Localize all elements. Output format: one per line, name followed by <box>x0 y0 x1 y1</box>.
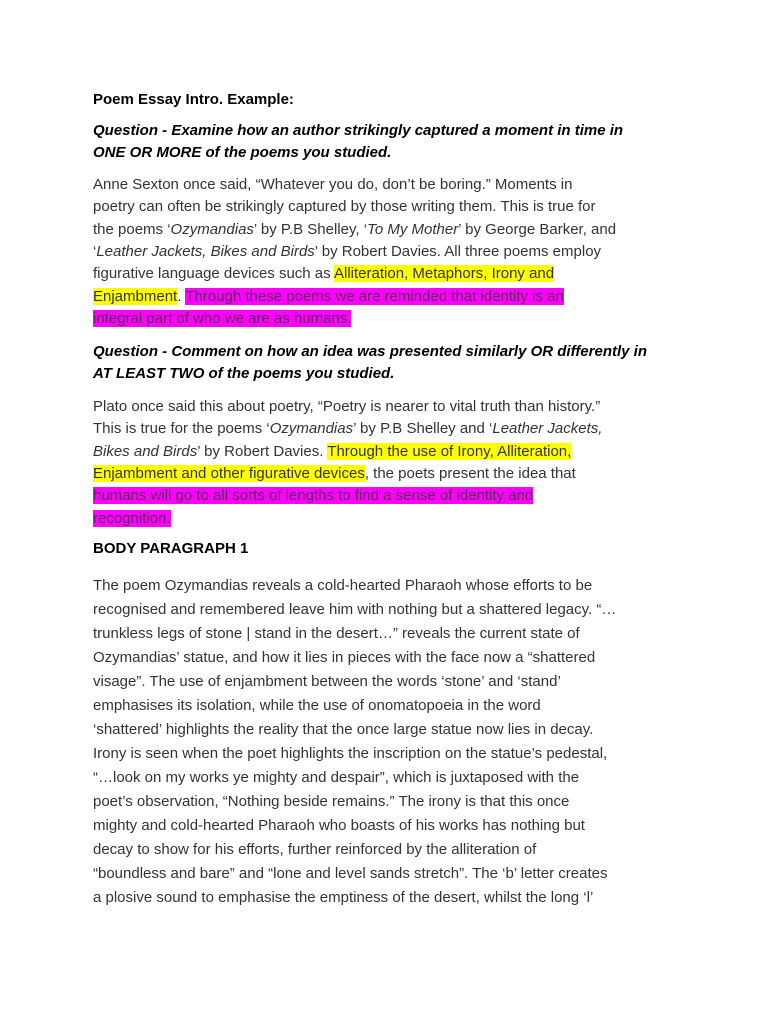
italic-title: To My Mother <box>367 220 459 238</box>
body-line: emphasises its isolation, while the use of onomatopoeia in the word <box>93 697 541 714</box>
text-segment: figurative language devices such as <box>93 265 334 283</box>
question-1-line: Question - Examine how an author strikingly captured a moment in time in <box>93 122 624 139</box>
italic-title: Leather Jackets, Bikes and Birds <box>96 242 315 260</box>
document-title: Poem Essay Intro. Example: <box>93 91 294 108</box>
text-segment: , the poets present the idea that <box>364 464 576 482</box>
text-segment: ’ by Robert Davies. All three poems employ <box>314 242 602 260</box>
body-line: recognised and remembered leave him with nothing but a shattered legacy. “… <box>93 601 617 618</box>
body-line: trunkless legs of stone | stand in the desert…” reveals the current state of <box>93 625 580 642</box>
text-segment: poetry can often be strikingly captured by those writing them. This is true for <box>93 198 596 216</box>
text-segment: Anne Sexton once said, “Whatever you do, don’t be boring.” Moments in <box>93 176 573 193</box>
paragraph-line <box>93 442 571 462</box>
yellow-highlight: Enjambment and other figurative devices <box>93 464 365 482</box>
text-segment: ‘ <box>93 242 97 260</box>
paragraph-line <box>93 220 616 240</box>
text-segment: the poems ‘ <box>93 220 171 238</box>
yellow-highlight: Enjambment <box>93 287 178 305</box>
italic-title: Bikes and Birds <box>93 442 198 460</box>
text-segment: ’ by P.B Shelley and ‘ <box>353 420 493 438</box>
text-segment: . <box>177 287 186 305</box>
paragraph-line <box>93 309 351 329</box>
body-line: “…look on my works ye mighty and despair”, which is juxtaposed with the <box>93 769 580 786</box>
body-line: ‘shattered’ highlights the reality that the once large statue now lies in decay. <box>93 721 594 738</box>
paragraph-line <box>93 175 572 195</box>
italic-title: Ozymandias <box>170 220 254 238</box>
yellow-highlight: Alliteration, Metaphors, Irony and <box>334 265 555 283</box>
body-line: The poem Ozymandias reveals a cold-hearted Pharaoh whose efforts to be <box>93 577 593 594</box>
question-2-line: Question - Comment on how an idea was presented similarly OR differently in <box>93 343 647 360</box>
paragraph-line <box>93 287 564 307</box>
body-line: Irony is seen when the poet highlights the inscription on the statue’s pedestal, <box>93 745 608 762</box>
body-line: “boundless and bare” and “lone and level sands stretch”. The ‘b’ letter creates <box>93 865 608 882</box>
magenta-highlight: recognition. <box>93 509 171 527</box>
italic-title: Leather Jackets, <box>492 420 603 438</box>
text-segment: This is true for the poems ‘ <box>93 420 270 438</box>
magenta-highlight: humans will go to all sorts of lengths to find a sense of identity and <box>93 487 534 505</box>
body-line: mighty and cold-hearted Pharaoh who boasts of his works has nothing but <box>93 817 585 834</box>
text-segment: ’ by P.B Shelley, ‘ <box>253 220 368 238</box>
body-heading: BODY PARAGRAPH 1 <box>93 540 249 557</box>
paragraph-line <box>93 242 601 262</box>
body-line: visage”. The use of enjambment between the words ‘stone’ and ‘stand’ <box>93 673 561 690</box>
yellow-highlight: Through the use of Irony, Alliteration, <box>327 442 572 460</box>
body-line: Ozymandias’ statue, and how it lies in pieces with the face now a “shattered <box>93 649 596 666</box>
body-line: a plosive sound to emphasise the emptiness of the desert, whilst the long ‘l’ <box>93 889 594 906</box>
paragraph-line <box>93 197 595 217</box>
body-line: poet’s observation, “Nothing beside remains.” The irony is that this once <box>93 793 570 810</box>
question-2-line: AT LEAST TWO of the poems you studied. <box>93 365 395 382</box>
text-segment: ’ by George Barker, and <box>458 220 617 238</box>
question-1-line: ONE OR MORE of the poems you studied. <box>93 144 392 161</box>
paragraph-line <box>93 264 554 284</box>
body-line: decay to show for his efforts, further reinforced by the alliteration of <box>93 841 537 858</box>
paragraph-line <box>93 509 171 529</box>
text-segment: Plato once said this about poetry, “Poetry is nearer to vital truth than history.” <box>93 398 601 415</box>
magenta-highlight: integral part of who we are as humans. <box>93 309 352 327</box>
paragraph-line <box>93 397 600 417</box>
paragraph-line <box>93 419 602 439</box>
paragraph-line <box>93 486 533 506</box>
paragraph-line <box>93 464 576 484</box>
italic-title: Ozymandias <box>269 420 354 438</box>
magenta-highlight: Through these poems we are reminded that identity is an <box>185 287 564 305</box>
text-segment: ’ by Robert Davies. <box>197 442 328 460</box>
